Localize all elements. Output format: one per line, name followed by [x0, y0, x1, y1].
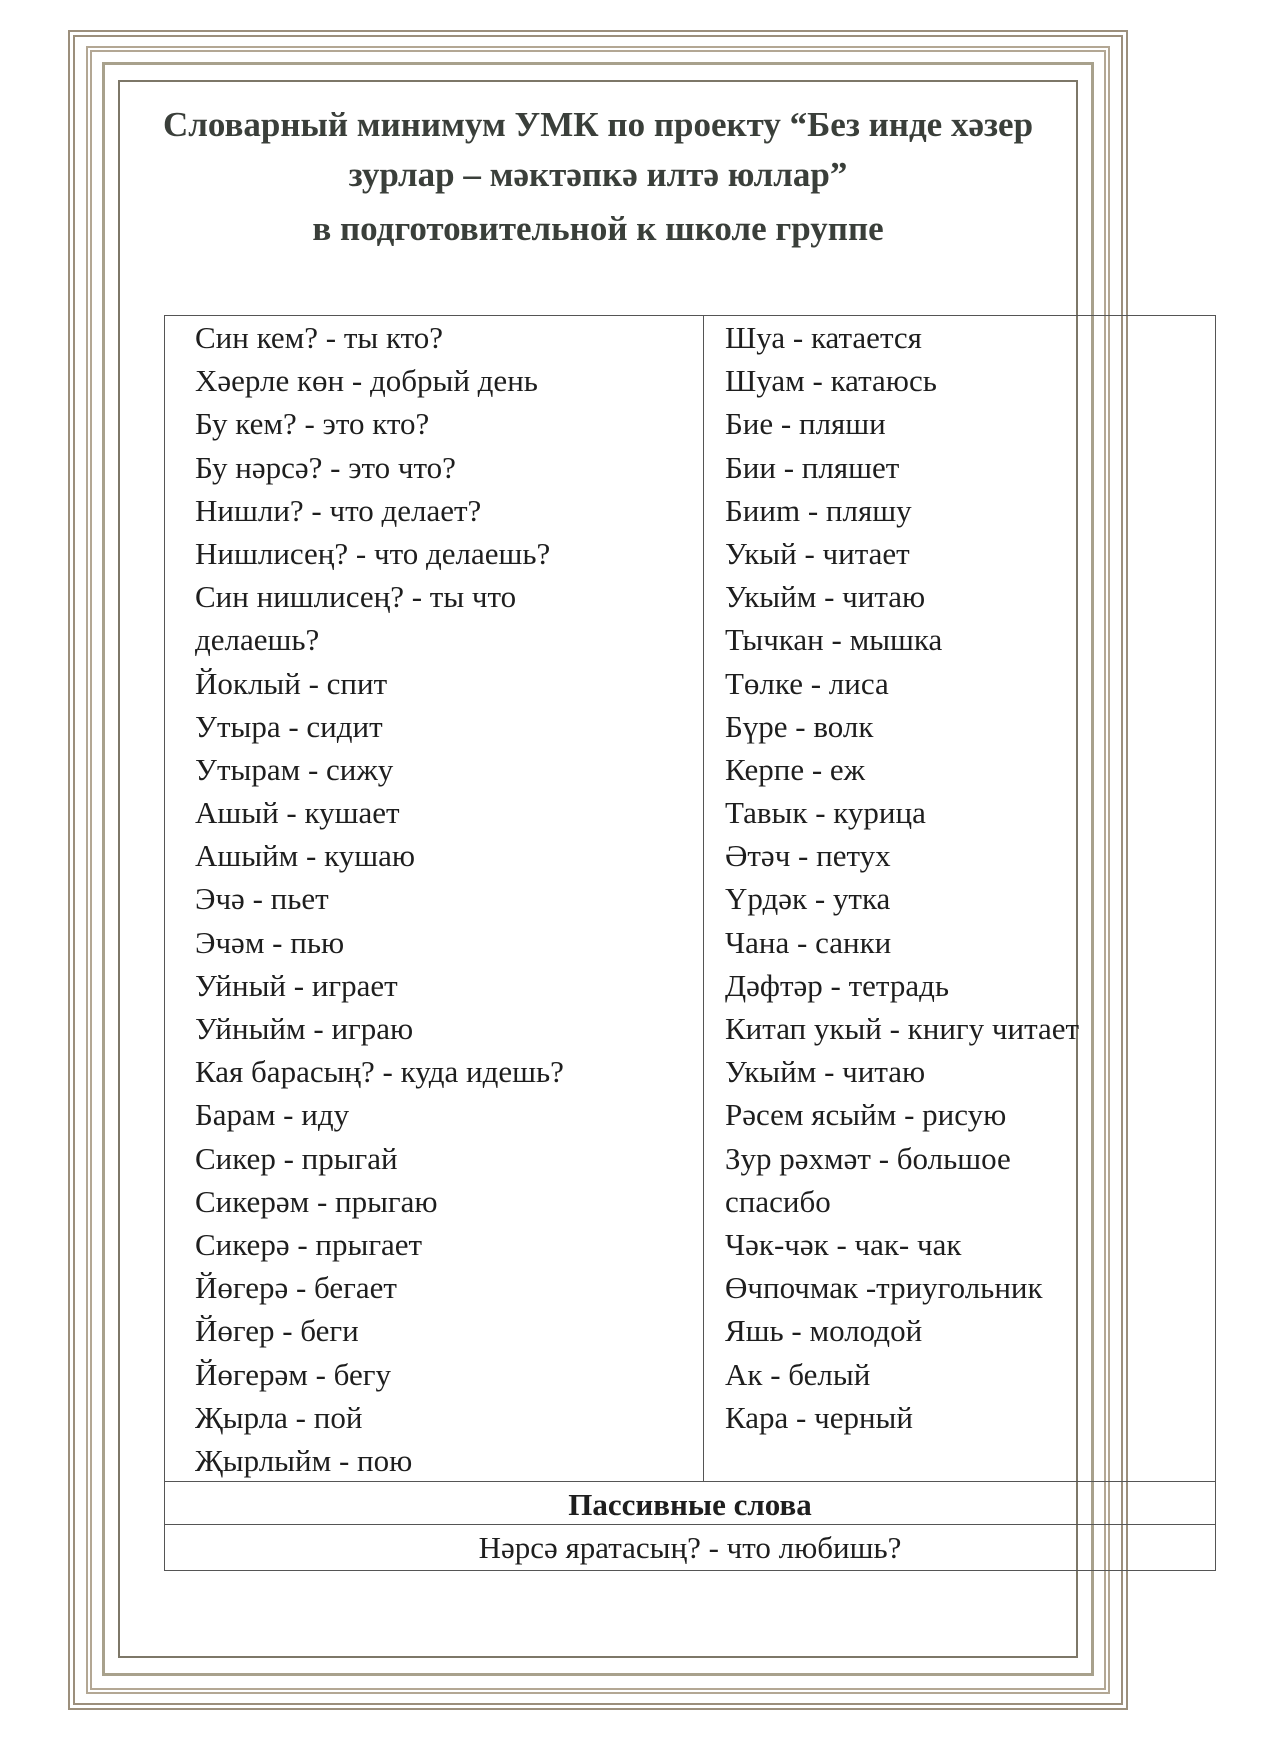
title-line-2: зурлар – мәктәпкә илтә юллар” — [348, 155, 848, 194]
left-column — [195, 316, 564, 1482]
page-title — [118, 100, 1078, 254]
vocab-entry-right: Бии - пляшет — [725, 449, 900, 485]
vocab-entry-right: Китап укый - книгу читает — [725, 1011, 1080, 1046]
vocab-entry-right: Бүре - волк — [725, 708, 874, 744]
passive-word-entry: Нәрсә яратасың? - что любишь? — [478, 1530, 902, 1565]
vocab-entry-left: Йөгерә - бегает — [195, 1270, 397, 1306]
vocab-entry-left: Хәерле көн - добрый день — [195, 363, 538, 399]
vocab-entry-right: Дәфтәр - тетрадь — [725, 967, 950, 1003]
vocab-entry-left: Эчә - пьет — [195, 881, 329, 917]
vocab-entry-right: Кара - черный — [725, 1399, 913, 1435]
vocab-entry-left: Җырлыйм - пою — [195, 1442, 413, 1478]
vocab-entry-left: Кая барасың? - куда идешь? — [195, 1054, 564, 1090]
vocab-entry-left: Йөгерәм - бегу — [195, 1356, 391, 1392]
passive-words-heading: Пассивные слова — [568, 1487, 812, 1522]
vocab-entry-right: Өчпочмак -триугольник — [725, 1270, 1043, 1306]
vocab-entry-right: Рәсем ясыйм - рисую — [725, 1097, 1007, 1133]
title-line-1: Словарный минимум УМК по проекту “Без инде хәзер — [162, 105, 1034, 144]
vocab-entry-left: делаешь? — [195, 622, 320, 658]
vocab-entry-left: Нишли? - что делает? — [195, 492, 482, 528]
vocab-entry-left: Йоклый - спит — [195, 665, 388, 701]
vocab-entry-left: Сикерә - прыгает — [195, 1226, 423, 1262]
vocab-entry-left: Уйныйм - играю — [195, 1011, 414, 1046]
vocab-entry-right: Үрдәк - утка — [725, 881, 891, 917]
vocab-entry-right: Бие - пляши — [725, 406, 886, 442]
vocab-entry-right: Бииm - пляшу — [725, 492, 912, 528]
vocab-entry-left: Йөгер - беги — [195, 1313, 359, 1349]
table-divider — [165, 1481, 1215, 1482]
vocab-entry-left: Нишлисең? - что делаешь? — [195, 535, 551, 571]
vocab-entry-left: Сикер - прыгай — [195, 1140, 398, 1176]
table-divider — [165, 1524, 1215, 1525]
vocab-entry-right: Ак - белый — [725, 1356, 871, 1392]
right-column — [725, 316, 1079, 1439]
title-line-3: в подготовительной к школе группе — [312, 209, 884, 248]
vocab-entry-left: Сикерәм - прыгаю — [195, 1183, 438, 1219]
vocab-entry-left: Син кем? - ты кто? — [195, 320, 444, 355]
vocab-entry-right: Укыйм - читаю — [725, 1054, 926, 1090]
vocab-entry-right: Тычкан - мышка — [725, 622, 943, 658]
vocab-entry-right: Төлке - лиса — [725, 665, 889, 701]
vocab-entry-left: Ашыйм - кушаю — [195, 838, 416, 874]
vocab-entry-left: Җырла - пой — [195, 1399, 363, 1435]
vocab-entry-right: Шуам - катаюсь — [725, 363, 937, 399]
vocab-entry-left: Син нишлисең? - ты что — [195, 579, 517, 615]
vocab-entry-right: Укыйм - читаю — [725, 579, 926, 615]
vocab-entry-left: Утыра - сидит — [195, 708, 383, 744]
vocab-entry-left: Ашый - кушает — [195, 795, 400, 831]
vocab-entry-right: Яшь - молодой — [725, 1313, 923, 1349]
vocab-entry-left: Эчәм - пью — [195, 924, 345, 960]
vocab-entry-right: Әтәч - петух — [725, 838, 891, 874]
vocab-entry-left: Бу нәрсә? - это что? — [195, 449, 456, 485]
vocab-entry-right: Чәк-чәк - чак- чак — [725, 1226, 962, 1262]
vocab-entry-right: спасибо — [725, 1183, 831, 1219]
vocab-entry-left: Утырам - сижу — [195, 751, 394, 787]
vocab-entry-right: Укый - читает — [725, 535, 910, 571]
vocab-entry-right: Шуа - катается — [725, 320, 922, 355]
vocab-entry-right: Зур рәхмәт - большое — [725, 1140, 1011, 1176]
vocab-entry-right: Тавык - курица — [725, 795, 926, 831]
vocab-entry-left: Уйный - играет — [195, 967, 398, 1003]
vocab-entry-right: Керпе - еж — [725, 751, 866, 787]
vocab-entry-left: Барам - иду — [195, 1097, 350, 1133]
vocabulary-table — [164, 315, 1216, 1571]
vocab-entry-right: Чана - санки — [725, 924, 892, 960]
vocab-entry-left: Бу кем? - это кто? — [195, 406, 430, 442]
